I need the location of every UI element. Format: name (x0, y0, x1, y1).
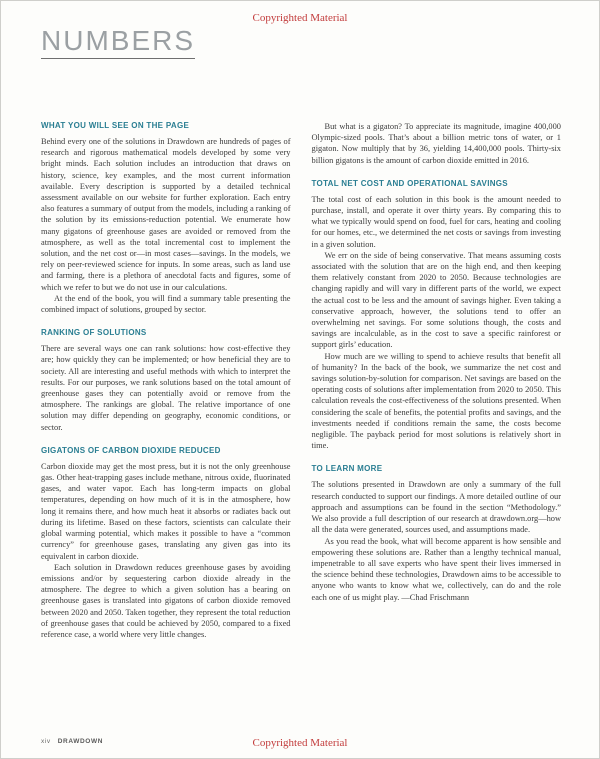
section-heading: GIGATONS OF CARBON DIOXIDE REDUCED (41, 445, 221, 455)
right-column (312, 121, 562, 640)
copyright-notice-bottom: Copyrighted Material (252, 737, 348, 749)
body-paragraph: At the end of the book, you will find a summary table presenting the combined impact of solutions, grouped by sector. (41, 293, 291, 315)
section-gigaton-continuation (312, 121, 562, 166)
body-paragraph: There are several ways one can rank solutions: how cost-effective they are; how quickly they can be implemented; or how beneficial they are to society. All are interesting and useful methods with which to interpret the results. For our purposes, we rank solutions based on the total amount of greenhouse gases they can potentially avoid or remove from the atmosphere. The rankings are global. The relative importance of one solution may differ depending on geography, economic conditions, or sector. (41, 344, 291, 432)
text-columns (41, 121, 561, 640)
section-to-learn-more (312, 464, 562, 602)
body-paragraph: Each solution in Drawdown reduces greenhouse gases by avoiding emissions and/or by sequestering carbon dioxide already in the atmosphere. The degree to which a given solution has a bearing on greenhouse gases is translated into gigatons of carbon dioxide removed between 2020 and 2050. Taken together, they represent the total reduction of greenhouse gases that could be achieved by 2050, compared to a fixed reference case, a world where very little changes. (41, 562, 291, 639)
body-paragraph: How much are we willing to spend to achieve results that benefit all of humanity? In the back of the book, we summarize the net cost and savings solution-by-solution for comparison. Net savings are based on the operating costs of solutions after implementation from 2020 to 2050. This calculation reveals the cost-effectiveness of the solutions presented. When considering the scale of benefits, the potential profits and savings, and the investments needed if conditions remain the same, the costs become negligible. The payback period for most solutions is relatively short in time. (311, 351, 561, 451)
section-gigatons-reduced (41, 446, 291, 640)
section-what-you-will-see (41, 121, 291, 315)
section-total-net-cost (312, 179, 562, 452)
section-ranking-of-solutions (41, 328, 291, 433)
section-heading: RANKING OF SOLUTIONS (41, 328, 147, 338)
body-paragraph: Carbon dioxide may get the most press, but it is not the only greenhouse gas. Other heat-trapping gases include methane, nitrous oxide, fluorinated gases, and water vapor. Each has long-term impacts on global temperatures, depending on how much of it is in the atmosphere, how long it remains there, and how much heat it absorbs or radiates back out during its lifetime. Based on these factors, scientists can calculate their global warming potential, which makes it possible to have a “common currency” for greenhouse gases, translating any given gas into its equivalent in carbon dioxide. (41, 461, 291, 561)
section-heading: TOTAL NET COST AND OPERATIONAL SAVINGS (311, 178, 508, 188)
page-number: xiv (41, 738, 51, 745)
footer-book-title: DRAWDOWN (57, 738, 103, 745)
section-heading: WHAT YOU WILL SEE ON THE PAGE (41, 121, 190, 130)
body-paragraph: We err on the side of being conservative. That means assuming costs associated with the solution that are on the high end, and then keeping them relatively constant from 2020 to 2050. Because technologies are changing rapidly and will vary in different parts of the world, we expect the actual cost to be less and the amount of savings higher. Even taking a conservative approach, however, the solutions tend to offer an overwhelming net savings. For some solutions though, the costs and savings are incalculable, as in the cost to save a specific rainforest or support girls’ education. (311, 250, 561, 350)
left-column (41, 121, 291, 640)
body-paragraph: Behind every one of the solutions in Drawdown are hundreds of pages of research and rigorous mathematical models developed by some very bright minds. Each solution includes an introduction that draws on history, science, key examples, and the most current information available. Every description is supported by a detailed technical assessment available on our website for further exploration. Each entry also features a summary of output from the models, including a ranking of the solution by its emissions-reduction potential. We enumerate how many gigatons of greenhouse gases are avoided or removed from the atmosphere, as well as the total incremental cost to implement the solution, and the net cost or—in most cases—savings. In the models, we rely on peer-reviewed science for inputs. In some areas, such as land use and farming, there is a plethora of anecdotal facts and figures, some of which we refer to but we do not use in our calculations. (41, 137, 291, 292)
body-paragraph: As you read the book, what will become apparent is how sensible and empowering these solutions are. Rather than a lengthy technical manual, impenetrable to all save experts who have spent their lives immersed in the science behind these technologies, Drawdown aims to be accessible to anyone who wants to know what we, collectively, can do and the role each one of us might play. —Chad Frischmann (311, 536, 561, 602)
copyright-notice-top: Copyrighted Material (252, 12, 348, 24)
page-title: NUMBERS (41, 27, 195, 59)
body-paragraph: The total cost of each solution in this book is the amount needed to purchase, install, and operate it over thirty years. By comparing this to what we typically would spend on food, fuel for cars, heating and cooling for our homes, etc., we determined the net costs or savings from investing in a given solution. (311, 194, 561, 249)
section-heading: TO LEARN MORE (311, 464, 383, 474)
body-paragraph: The solutions presented in Drawdown are only a summary of the full research conducted to support our findings. A more detailed outline of our approach and assumptions can be found in the section “Methodology.” We also provide a full description of our research at drawdown.org—how all the data were generated, sources used, and assumptions made. (311, 480, 561, 535)
body-paragraph: But what is a gigaton? To appreciate its magnitude, imagine 400,000 Olympic-sized pools. That’s about a billion metric tons of water, or 1 gigaton. Now multiply that by 36, yielding 14,400,000 pools. Thirty-six billion gigatons is the amount of carbon dioxide emitted in 2016. (311, 122, 561, 165)
